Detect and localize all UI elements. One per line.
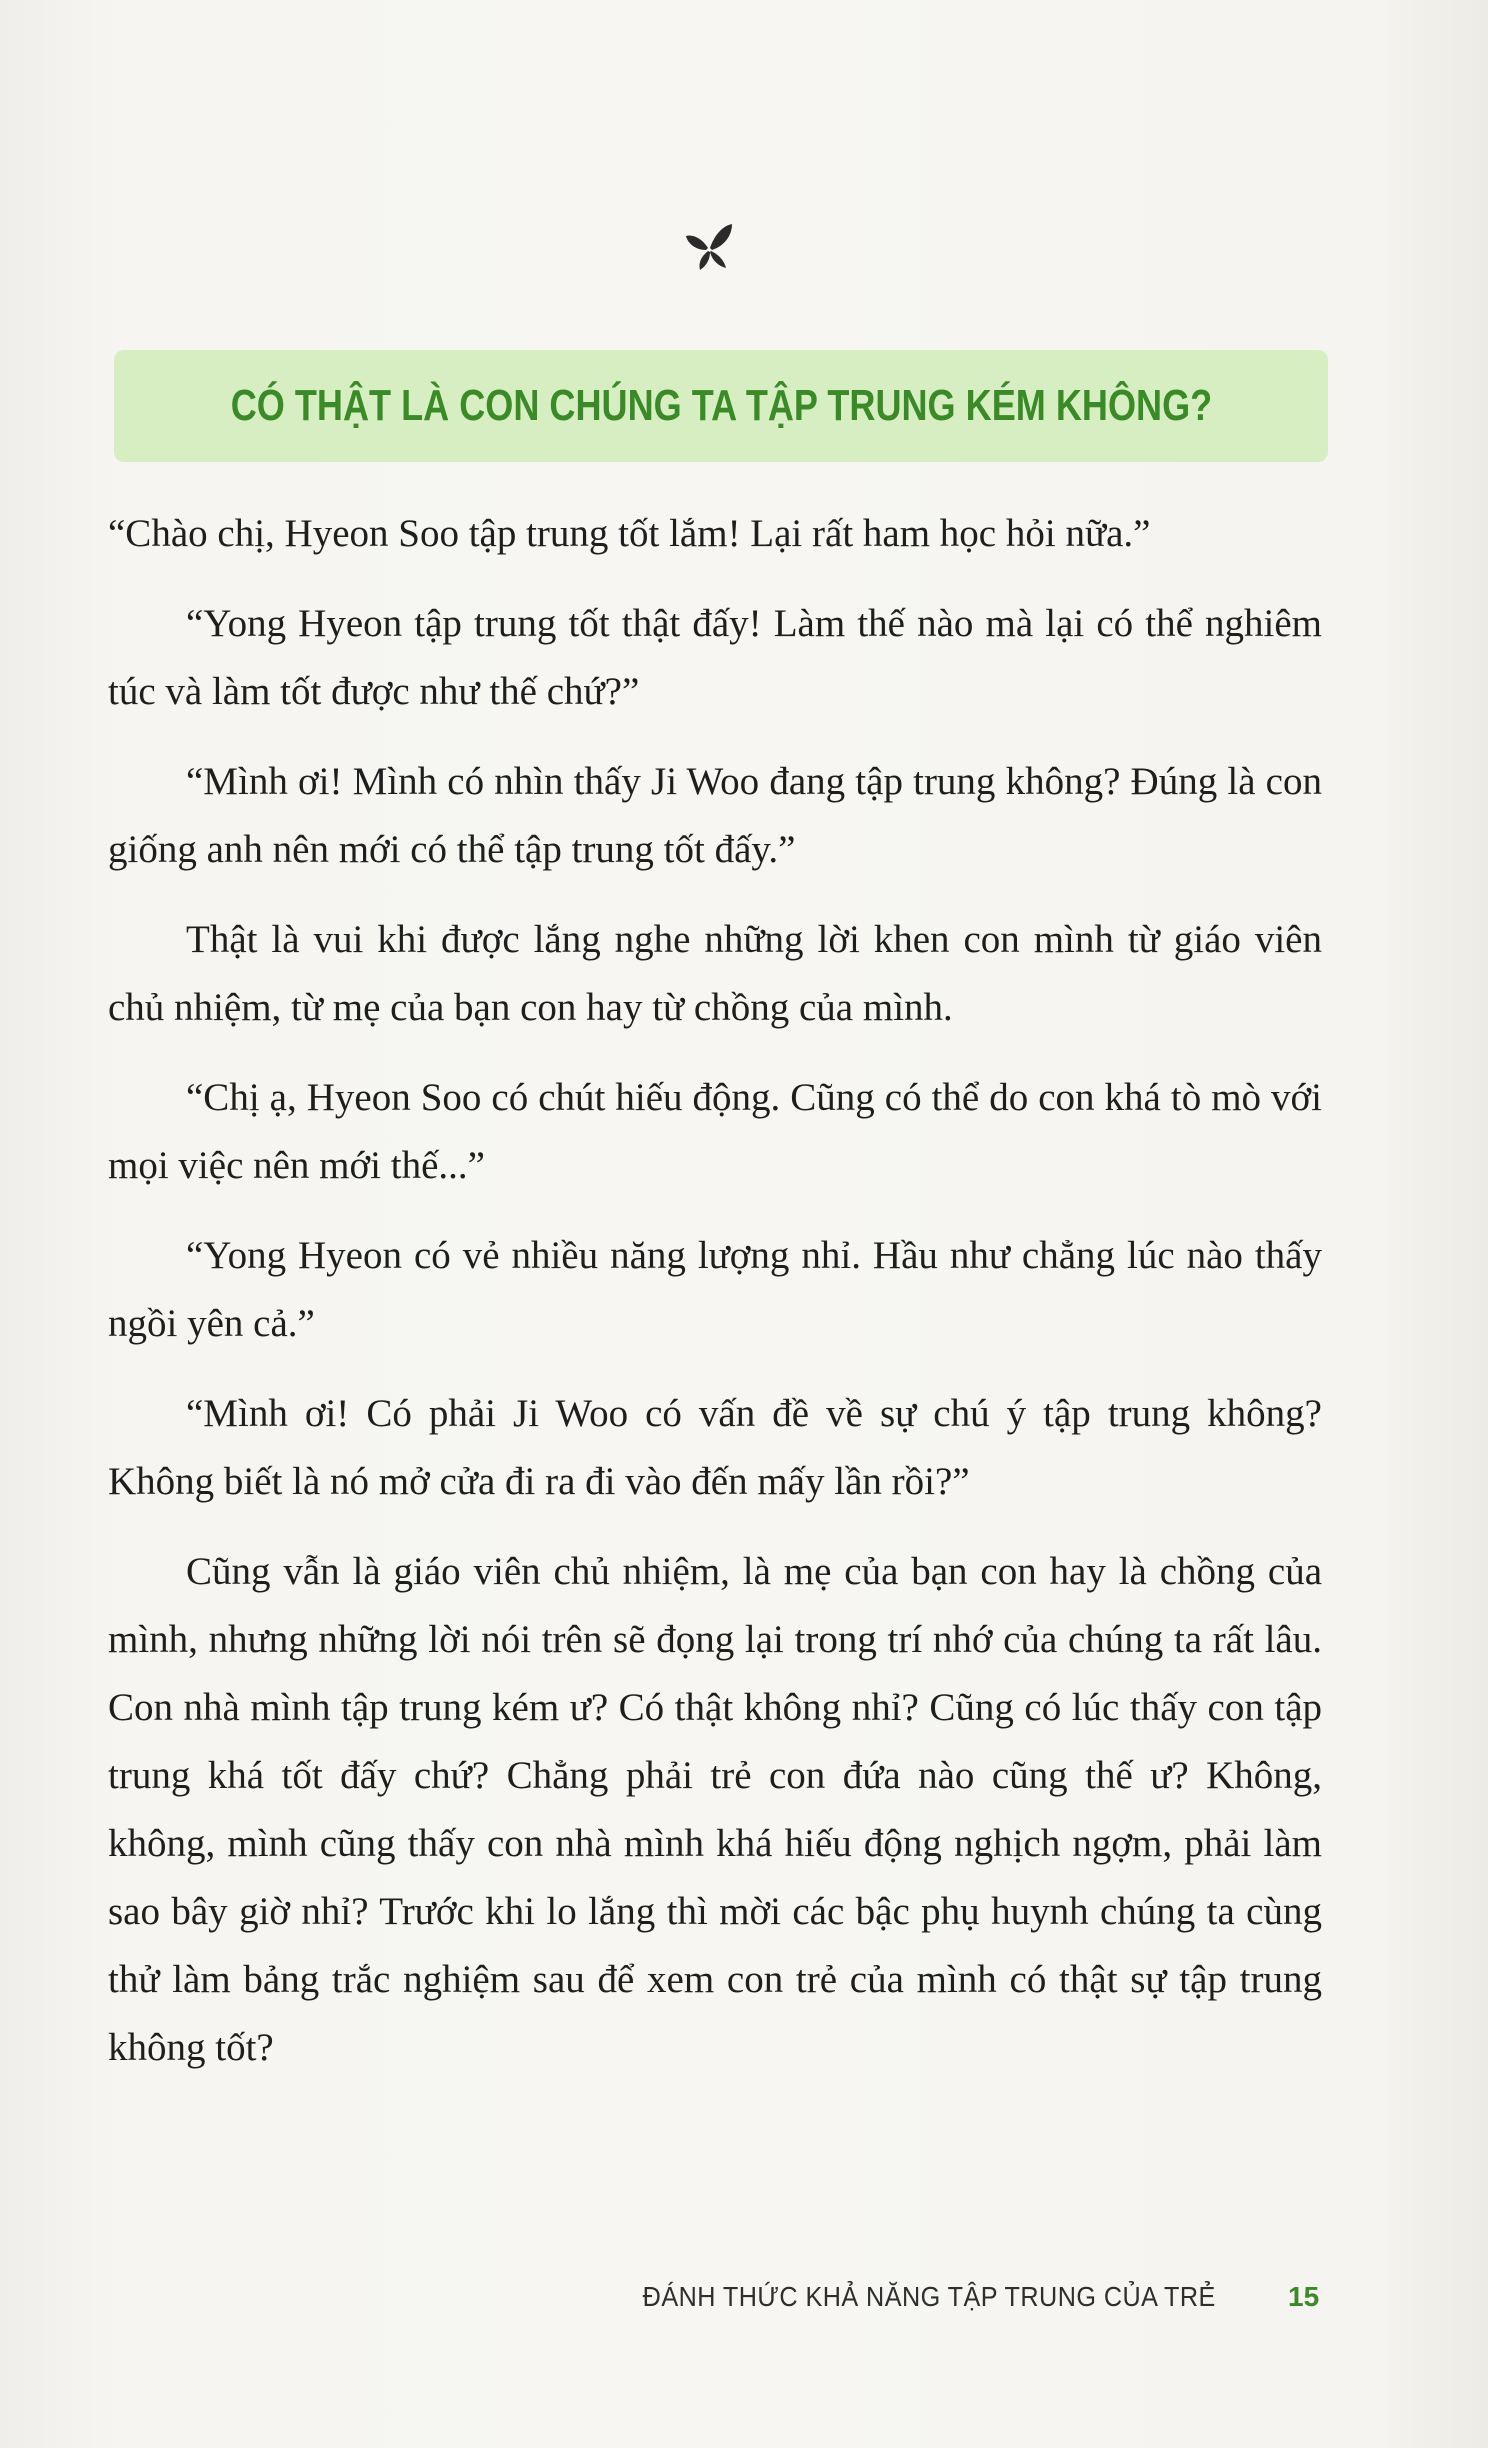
paragraph-1: “Chào chị, Hyeon Soo tập trung tốt lắm! Lại rất ham học hỏi nữa.” — [108, 512, 1151, 555]
chapter-heading-band — [114, 350, 1328, 462]
section-title: CÓ THẬT LÀ CON CHÚNG TA TẬP TRUNG KÉM KHÔNG? — [230, 381, 1212, 430]
paragraph-3: “Mình ơi! Mình có nhìn thấy Ji Woo đang tập trung không? Đúng là con giống anh nên mới có thể tập trung tốt đấy.” — [108, 760, 1322, 871]
running-footer-title: ĐÁNH THỨC KHẢ NĂNG TẬP TRUNG CỦA TRẺ — [642, 2281, 1216, 2312]
paragraph-2: “Yong Hyeon tập trung tốt thật đấy! Làm thế nào mà lại có thể nghiêm túc và làm tốt được như thế chứ?” — [108, 602, 1322, 713]
leaf-ornament-icon — [680, 218, 736, 274]
paragraph-4: Thật là vui khi được lắng nghe những lời khen con mình từ giáo viên chủ nhiệm, từ mẹ của bạn con hay từ chồng của mình. — [108, 918, 1322, 1029]
paragraph-6: “Yong Hyeon có vẻ nhiều năng lượng nhỉ. Hầu như chẳng lúc nào thấy ngồi yên cả.” — [108, 1234, 1322, 1345]
page-number: 15 — [1288, 2281, 1320, 2312]
paragraph-8: Cũng vẫn là giáo viên chủ nhiệm, là mẹ của bạn con hay là chồng của mình, nhưng những lời nói trên sẽ đọng lại trong trí nhớ của chúng ta rất lâu. Con nhà mình tập trung kém ư? Có thật không nhỉ? Cũng có lúc thấy con tập trung khá tốt đấy chứ? Chẳng phải trẻ con đứa nào cũng thế ư? Không, không, mình cũng thấy con nhà mình khá hiếu động nghịch ngợm, phải làm sao bây giờ nhỉ? Trước khi lo lắng thì mời các bậc phụ huynh chúng ta cùng thử làm bảng trắc nghiệm sau để xem con trẻ của mình có thật sự tập trung không tốt? — [108, 1550, 1322, 2069]
body-text — [108, 500, 1322, 2104]
page-footer — [0, 2275, 1488, 2325]
paragraph-7: “Mình ơi! Có phải Ji Woo có vấn đề về sự chú ý tập trung không? Không biết là nó mở cửa đi ra đi vào đến mấy lần rồi?” — [108, 1392, 1322, 1503]
paragraph-5: “Chị ạ, Hyeon Soo có chút hiếu động. Cũng có thể do con khá tò mò với mọi việc nên mới thế...” — [108, 1076, 1322, 1187]
